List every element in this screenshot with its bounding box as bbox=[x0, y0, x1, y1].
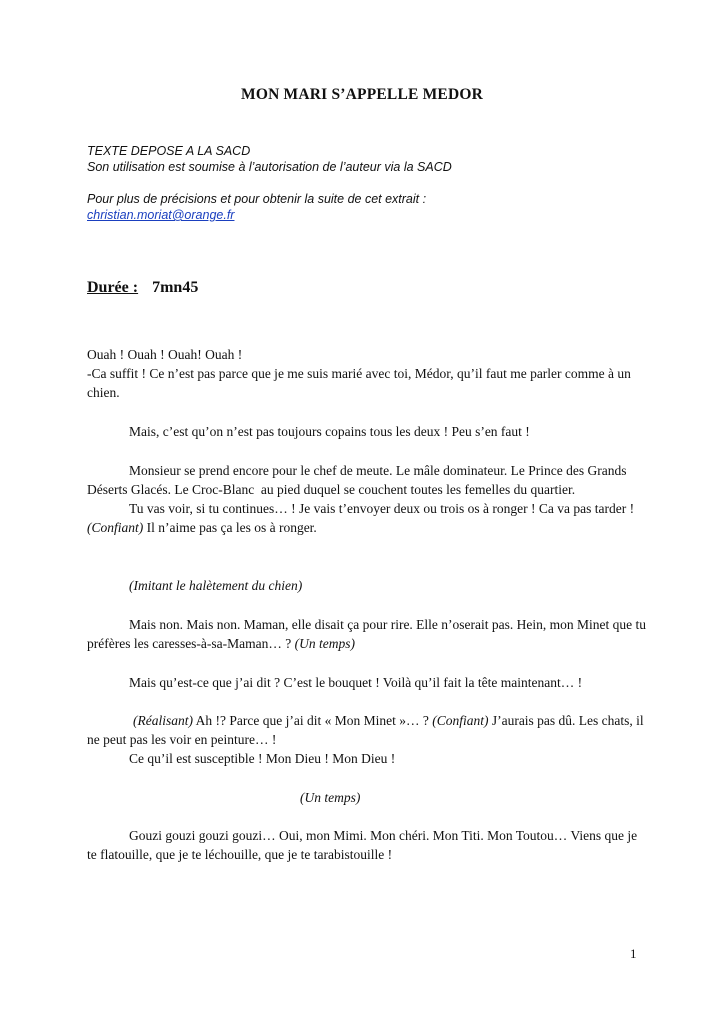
paragraph-10 bbox=[300, 788, 500, 807]
notice-line-3: Pour plus de précisions et pour obtenir la suite de cet extrait : bbox=[87, 192, 427, 206]
author-email-link[interactable]: christian.moriat@orange.fr bbox=[87, 208, 235, 222]
paragraph-11: Gouzi gouzi gouzi gouzi… Oui, mon Mimi. Mon chéri. Mon Titi. Mon Toutou… Viens que je te flatouille, que je te léchouille, que je te tarabistouille ! bbox=[87, 828, 638, 862]
paragraph-3: Monsieur se prend encore pour le chef de meute. Le mâle dominateur. Le Prince des Grands Déserts Glacés. Le Croc-Blanc au pied duquel se couchent toutes les femelles du quartier. Tu vas voir, si tu continues… ! Je vais t’envoyer deux ou trois os à ronger ! Ca va pas tarder ! (Confiant) Il n’aime pas ça les os à ronger. bbox=[87, 461, 647, 537]
stage-direction: (Réalisant) bbox=[133, 713, 193, 728]
text-line: Ouah ! Ouah ! Ouah! Ouah ! bbox=[87, 347, 243, 362]
stage-direction: (Imitant le halètement du chien) bbox=[129, 578, 303, 593]
stage-direction: (Un temps) bbox=[300, 790, 361, 805]
paragraph-7: Mais qu’est-ce que j’ai dit ? C’est le bouquet ! Voilà qu’il fait la tête maintenant… ! bbox=[129, 675, 583, 690]
stage-direction: (Confiant) bbox=[432, 713, 489, 728]
paragraph-4: Tu vas voir, si tu continues… ! Je vais t’envoyer deux ou trois os à ronger ! Ca va pas tarder ! (Confiant) Il n’aime pas ça les os à ronger. bbox=[87, 501, 635, 535]
notice-line-1: TEXTE DEPOSE A LA SACD bbox=[87, 144, 251, 158]
page-number: 1 bbox=[630, 946, 637, 961]
paragraph-1 bbox=[87, 345, 647, 402]
stage-direction: (Un temps) bbox=[294, 636, 356, 651]
sacd-notice bbox=[87, 143, 647, 175]
paragraph-6: Mais non. Mais non. Maman, elle disait ça pour rire. Elle n’oserait pas. Hein, mon Minet que tu préfères les caresses-à-sa-Maman… ? (Un temps) bbox=[87, 617, 647, 651]
duration-value: 7mn45 bbox=[152, 279, 199, 296]
duration bbox=[87, 279, 198, 297]
text-line: -Ca suffit ! Ce n’est pas parce que je me suis marié avec toi, Médor, qu’il faut me parler comme à un chien. bbox=[87, 366, 631, 400]
document-title: MON MARI S’APPELLE MEDOR bbox=[240, 86, 484, 103]
paragraph-8: (Réalisant) Ah !? Parce que j’ai dit « Mon Minet »… ? (Confiant) J’aurais pas dû. Les chats, il ne peut pas les voir en peinture… ! Ce qu’il est susceptible ! Mon Dieu ! Mon Dieu ! bbox=[87, 711, 647, 768]
paragraph-9: Ce qu’il est susceptible ! Mon Dieu ! Mon Dieu ! bbox=[129, 751, 396, 766]
duration-label: Durée : bbox=[87, 279, 139, 296]
notice-line-2: Son utilisation est soumise à l’autorisation de l’auteur via la SACD bbox=[87, 160, 452, 174]
paragraph-2: Mais, c’est qu’on n’est pas toujours copains tous les deux ! Peu s’en faut ! bbox=[129, 424, 530, 439]
paragraph-5 bbox=[87, 576, 647, 595]
contact-notice bbox=[87, 191, 647, 223]
stage-direction: (Confiant) bbox=[87, 520, 144, 535]
